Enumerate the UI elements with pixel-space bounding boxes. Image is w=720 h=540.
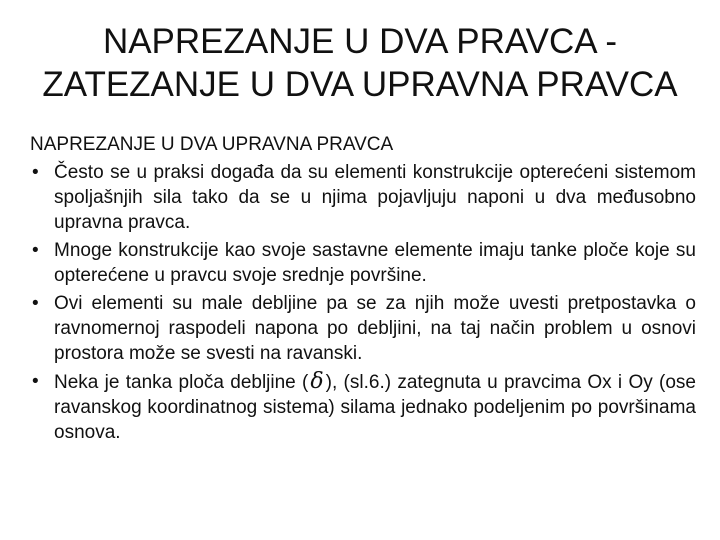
- bullet-text-3: Ovi elementi su male debljine pa se za njih može uvesti pretpostavka o ravnomernoj raspodeli napona po debljini, na taj način problem u osnovi prostora može se svesti na ravanski.: [54, 293, 696, 364]
- bullet-marker: •: [32, 293, 39, 314]
- bullet-item-4: [30, 369, 696, 445]
- slide-title-line-2: ZATEZANJE U DVA UPRAVNA PRAVCA: [42, 65, 678, 104]
- delta-symbol: δ: [310, 369, 324, 394]
- bullet-marker: •: [32, 371, 39, 392]
- bullet-text-4-before: Neka je tanka ploča debljine (: [54, 372, 309, 393]
- section-subheading: NAPREZANJE U DVA UPRAVNA PRAVCA: [30, 134, 394, 155]
- bullet-item-1: [30, 160, 696, 235]
- bullet-item-3: [30, 291, 696, 366]
- bullet-marker: •: [32, 240, 39, 261]
- slide-body: [30, 132, 696, 448]
- bullet-marker: •: [32, 162, 39, 183]
- slide-title: [20, 20, 700, 106]
- bullet-text-4-after: ), (sl.6.) zategnuta u pravcima Ox i Oy (ose ravanskog koordinatnog sistema) silama jednako podeljenim po površinama osnova.: [54, 372, 697, 443]
- bullet-text-2: Mnoge konstrukcije kao svoje sastavne elemente imaju tanke ploče koje su opterećene u pravcu svoje srednje površine.: [54, 240, 696, 286]
- bullet-list: [30, 160, 696, 445]
- bullet-item-2: [30, 238, 696, 288]
- slide-title-line-1: NAPREZANJE U DVA PRAVCA -: [102, 22, 618, 61]
- bullet-text-1: Često se u praksi događa da su elementi konstrukcije opterećeni sistemom spoljašnjih sila tako da se u njima pojavljuju naponi u dva međusobno upravna pravca.: [54, 162, 696, 233]
